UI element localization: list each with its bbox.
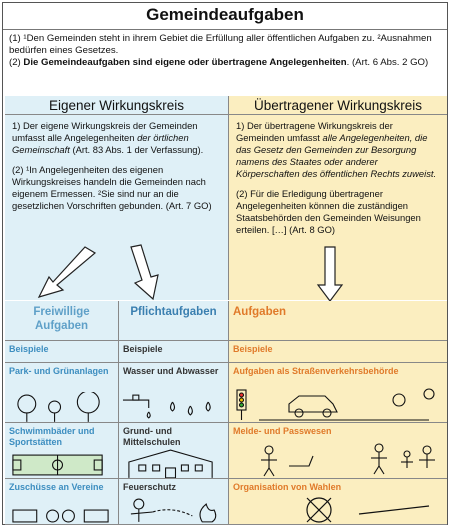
eigener-p1-b: (Art. 83 Abs. 1 der Verfassung). [69,144,204,155]
uebertragener-paragraph-2: (2) Für die Erledigung übertragener Angelegenheiten können die zuständigen Staatsbehörden den Gemeinden Weisungen erteilen. […] (Art. 8 GO) [236,188,421,235]
sports-field-icon [5,452,118,478]
ballot-icon [229,496,447,524]
cell-label: Feuerschutz [123,482,177,492]
title-divider [3,29,447,30]
coins-icon [5,508,118,524]
cell-label: Park- und Grünanlagen [9,366,109,376]
intro-paragraph-2 [9,57,443,69]
header-aufgaben-label: Aufgaben [233,306,287,318]
eigener-paragraph-1 [12,120,224,156]
uebertragener-p1-italic: alle Angelegenheiten, die das Gesetz den Gemeinden zur Besorgung namens des Staates oder anderer Körperschaften des öffentlichen Rechts zuweist. [236,132,437,179]
cell-park [5,363,119,423]
cell-meldewesen [229,423,447,479]
aufgaben-table [5,301,447,525]
uebertragener-p1-a: 1) Der übertragene Wirkungskreis der Gemeinden umfasst [236,120,393,143]
intro-p2-bold: Die Gemeindeaufgaben sind eigene oder übertragene Angelegenheiten [23,57,347,68]
beispiele-label: Beispiele [123,344,163,354]
header-pflicht-label: Pflichtaufgaben [130,306,217,318]
water-tap-icon [119,392,228,422]
school-building-icon [119,448,228,478]
header-aufgaben [229,301,447,341]
traffic-icon [229,386,447,422]
document-page [2,2,448,525]
page-title: Gemeindeaufgaben [146,5,304,24]
eigener-paragraph-2: (2) ¹In Angelegenheiten des eigenen Wirkungskreises handeln die Gemeinden nach eigenem Ermessen. ²Sie sind nur an die gesetzlichen Vorschriften gebunden. (Art. 7 GO) [12,164,212,211]
beispiele-aufgaben [229,341,447,363]
firefighter-icon [119,496,228,524]
beispiele-pflicht [119,341,229,363]
eigener-p1-a: 1) Der eigene Wirkungskreis der Gemeinden umfasst alle Angelegenheiten [12,120,198,143]
intro-p2-suffix: . (Art. 6 Abs. 2 GO) [346,57,429,68]
intro-paragraph-1: (1) ¹Den Gemeinden steht in ihrem Gebiet die Erfüllung aller öffentlichen Aufgaben zu. ²Ausnahmen bedürfen eines Gesetzes. [9,33,432,56]
cell-label: Organisation von Wahlen [233,482,342,492]
cell-wasser [119,363,229,423]
uebertragener-paragraph-1 [236,120,441,180]
eigener-p1-italic: der örtlichen Gemeinschaft [12,132,189,155]
intro-p2-prefix: (2) [9,57,24,68]
trees-icon [5,392,118,422]
cell-feuerschutz [119,479,229,525]
cell-label: Aufgaben als Straßenverkehrsbehörde [233,366,399,376]
header-pflicht [119,301,229,341]
cell-label: Grund- und Mittelschulen [123,426,181,447]
cell-label: Melde- und Passwesen [233,426,332,436]
cell-label: Wasser und Abwasser [123,366,219,376]
header-freiwillige [5,301,119,341]
cell-label: Schwimmbäder und Sportstätten [9,426,95,447]
cell-strassenverkehr [229,363,447,423]
cell-label: Zuschüsse an Vereine [9,482,104,492]
intro-text [9,33,443,69]
cell-schulen [119,423,229,479]
uebertragener-wirkungskreis-text [236,120,441,244]
uebertragener-wirkungskreis-column [229,96,447,300]
beispiele-label: Beispiele [9,344,49,354]
header-freiwillige-label: Freiwillige Aufgaben [33,306,90,332]
cell-wahlen [229,479,447,525]
uebertragener-wirkungskreis-heading: Übertragener Wirkungskreis [229,96,447,115]
beispiele-label: Beispiele [233,344,273,354]
eigener-wirkungskreis-column [5,96,229,300]
cell-schwimmbaeder [5,423,119,479]
eigener-wirkungskreis-heading: Eigener Wirkungskreis [5,96,228,115]
eigener-wirkungskreis-text [12,120,224,220]
beispiele-freiwillige [5,341,119,363]
cell-vereine [5,479,119,525]
people-family-icon [229,442,447,478]
